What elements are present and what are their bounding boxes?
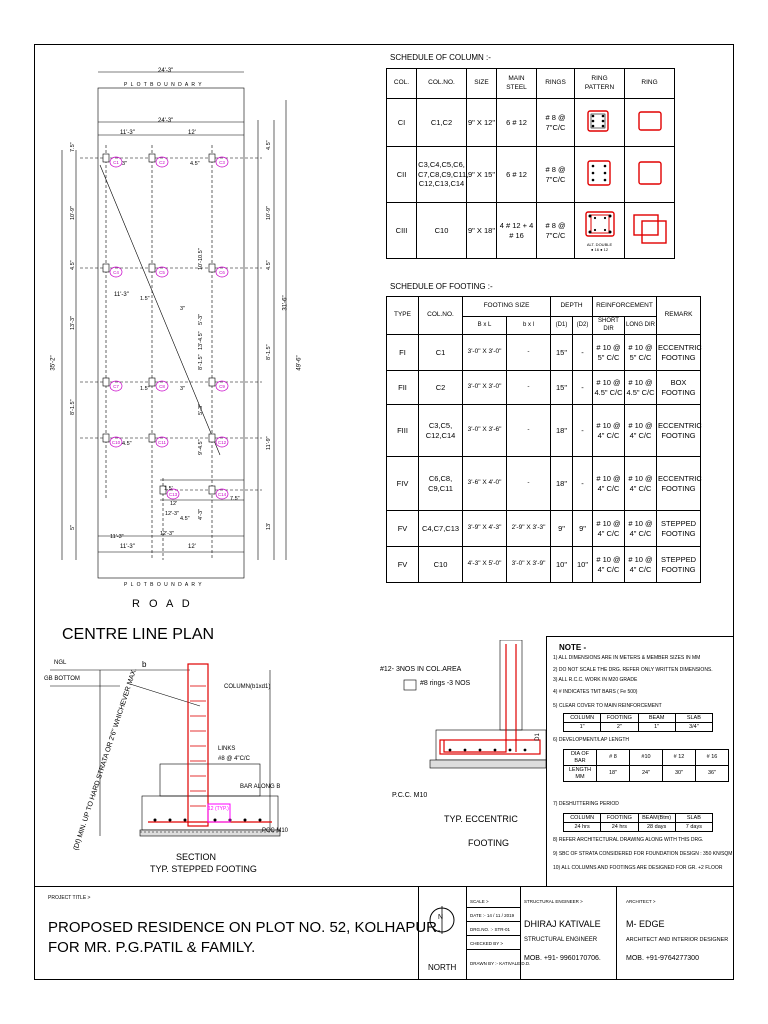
- table-cell: 24 hrs: [564, 823, 601, 832]
- plan-dimension-label: 4.5": [70, 260, 76, 270]
- plan-drawing: [40, 60, 360, 620]
- plan-dimension-label: 12': [170, 501, 178, 507]
- ring-cell: [625, 147, 675, 203]
- plan-dimension-label: 1.5': [164, 486, 173, 492]
- note-item: 10) ALL COLUMNS AND FOOTINGS ARE DESIGNED FOR GR. +2 FLOOR: [553, 865, 723, 871]
- col-header: RINGS: [537, 69, 575, 99]
- project-title-label: PROJECT TITLE >: [48, 895, 91, 901]
- depth-note: (Df) MIN. UP TO HARD STRATA OR 2'6" WHICHEVER MAX.: [72, 667, 139, 852]
- table-cell: FOOTING: [601, 814, 638, 823]
- drawn-by-label: DRAWN BY :- KATIVALE D.D.: [470, 961, 531, 966]
- plan-dimension-label: 1.5": [140, 296, 150, 302]
- plan-dimension-label: 10'-9": [266, 205, 272, 220]
- table-cell: FIII: [387, 405, 419, 457]
- table-cell: 4'-3" X 5'-0": [463, 547, 507, 583]
- plan-dimension-label: 10'-10.5": [198, 248, 204, 270]
- eccentric-subtitle: FOOTING: [468, 838, 509, 848]
- gb-bottom-label: GB BOTTOM: [44, 676, 80, 682]
- table-row: [387, 547, 701, 583]
- ring-pattern-2: [585, 158, 615, 188]
- plan-right-outer: 31'-6": [282, 295, 289, 311]
- column-marker: [209, 264, 215, 272]
- column-id-label: C7: [113, 384, 119, 389]
- plan-seg-right: 12': [188, 130, 196, 136]
- table-cell: STEPPED FOOTING: [657, 547, 701, 583]
- note-item: 5) CLEAR COVER TO MAIN REINFORCEMENT: [553, 703, 662, 709]
- table-cell: 4 # 12 + 4 # 16: [497, 203, 537, 259]
- table-cell: 3/4": [675, 723, 712, 732]
- table-cell: C3,C4,C5,C6, C7,C8,C9,C11, C12,C13,C14: [417, 147, 467, 203]
- table-cell: SLAB: [675, 814, 712, 823]
- table-cell: 7 days: [675, 823, 712, 832]
- ft-subheader: (D2): [573, 317, 593, 335]
- column-marker: [103, 154, 109, 162]
- table-row: [387, 457, 701, 511]
- table-cell: CI: [387, 99, 417, 147]
- table-cell: SLAB: [675, 714, 712, 723]
- plan-dimension-label: 8'-1.5": [266, 344, 272, 360]
- table-cell: STEPPED FOOTING: [657, 511, 701, 547]
- note-item: 1) ALL DIMENSIONS ARE IN METERS & MEMBER SIZES IN MM: [553, 655, 701, 661]
- column-marker: [103, 378, 109, 386]
- col-header: RING: [625, 69, 675, 99]
- column-marker: [209, 154, 215, 162]
- table-cell: C1: [419, 335, 463, 371]
- section-subtitle: TYP. STEPPED FOOTING: [150, 864, 257, 874]
- bar-along-label: BAR ALONG B: [240, 784, 281, 790]
- column-marker: [103, 264, 109, 272]
- table-cell: # 10 @ 4" C/C: [593, 547, 625, 583]
- column-id-label: C4: [113, 270, 119, 275]
- table-cell: # 10 @ 4" C/C: [625, 457, 657, 511]
- plan-dimension-label: 12'-3": [160, 531, 175, 537]
- column-id-label: C2: [159, 160, 165, 165]
- ft-subheader: (D1): [551, 317, 573, 335]
- column-id-label: C14: [217, 492, 227, 497]
- table-cell: 30": [663, 766, 696, 782]
- plan-dimension-label: 4.5": [122, 441, 132, 447]
- plan-title: CENTRE LINE PLAN: [62, 626, 215, 643]
- eccentric-pcc: P.C.C. M10: [392, 792, 428, 799]
- table-cell: FV: [387, 511, 419, 547]
- centre-line-plan: [40, 60, 360, 650]
- table-row: [387, 405, 701, 457]
- table-cell: -: [507, 335, 551, 371]
- links-label: LINKS: [218, 746, 236, 752]
- ring-pattern-3: [583, 209, 617, 239]
- table-cell: 24 hrs: [601, 823, 638, 832]
- column-id-label: C1: [113, 160, 119, 165]
- ring-shape-2: [635, 158, 665, 188]
- plan-dimension-label: 8'-1.5": [198, 354, 204, 370]
- plan-dimension-label: 4'-3": [198, 509, 204, 520]
- table-cell: # 16: [696, 750, 729, 766]
- table-cell: # 10 @ 5" C/C: [625, 335, 657, 371]
- table-cell: ECCENTRIC FOOTING: [657, 335, 701, 371]
- table-cell: COLUMN: [564, 714, 601, 723]
- project-title-line1: PROPOSED RESIDENCE ON PLOT NO. 52, KOLHAPUR.: [48, 919, 442, 936]
- table-cell: C10: [417, 203, 467, 259]
- ring-pattern-1: [585, 108, 615, 134]
- ft-header: TYPE: [387, 297, 419, 335]
- plan-dimension-label: 11'-9": [266, 436, 272, 450]
- table-cell: # 10 @ 4" C/C: [625, 547, 657, 583]
- eccentric-footing-drawing: [380, 640, 546, 790]
- plan-dimension-label: 13'-4.5": [198, 331, 204, 350]
- note-item: 9) SBC OF STRATA CONSIDERED FOR FOUNDATION DESIGN : 350 KN/SQM: [553, 851, 733, 857]
- table-cell: 3'-9" X 4'-3": [463, 511, 507, 547]
- table-cell: 9" X 12": [467, 99, 497, 147]
- table-cell: ECCENTRIC FOOTING: [657, 405, 701, 457]
- deshuttering-table: [563, 813, 713, 832]
- table-cell: COLUMN: [564, 814, 601, 823]
- table-row: [387, 371, 701, 405]
- note-item: 8) REFER ARCHITECTURAL DRAWING ALONG WITH THIS DRG.: [553, 837, 704, 843]
- column-marker: [209, 486, 215, 494]
- date-label: DATE :- 14 / 11 / 2019: [470, 913, 515, 918]
- plan-dimension-label: 4.5": [266, 140, 272, 150]
- table-cell: # 10 @ 4" C/C: [625, 405, 657, 457]
- column-marker: [149, 434, 155, 442]
- plan-left-total: 35'-2": [50, 355, 57, 371]
- ft-header: REMARK: [657, 297, 701, 335]
- note-item: 4) # INDICATES TMT BARS ( Fe 500): [553, 689, 638, 695]
- plan-dimension-label: 5'-3": [198, 314, 204, 325]
- table-cell: C2: [419, 371, 463, 405]
- table-cell: # 10 @ 4" C/C: [593, 511, 625, 547]
- architect-name: M- EDGE: [626, 919, 665, 929]
- table-cell: -: [507, 405, 551, 457]
- plot-boundary-top: P L O T B O U N D A R Y: [124, 82, 203, 88]
- footing-schedule-table: [386, 296, 701, 583]
- col-header: SIZE: [467, 69, 497, 99]
- stepped-footing-section: [40, 656, 340, 882]
- section-title: SECTION: [176, 852, 217, 862]
- ft-header: COL.NO.: [419, 297, 463, 335]
- col-header: COL.: [387, 69, 417, 99]
- table-cell: ECCENTRIC FOOTING: [657, 457, 701, 511]
- table-cell: 18": [551, 405, 573, 457]
- plan-dimension-label: 4.5": [266, 260, 272, 270]
- ring-cell: [625, 203, 675, 259]
- table-cell: BEAM: [638, 714, 675, 723]
- eccentric-title: TYP. ECCENTRIC: [444, 814, 518, 824]
- cover-table: [563, 713, 713, 732]
- ft-header: DEPTH: [551, 297, 593, 317]
- table-cell: C6,C8, C9,C11: [419, 457, 463, 511]
- column-marker: [149, 378, 155, 386]
- ring-shape-1: [635, 108, 665, 134]
- table-cell: 2'-9" X 3'-3": [507, 511, 551, 547]
- table-cell: 3'-0" X 3'-9": [507, 547, 551, 583]
- table-cell: LENGTH MM: [564, 766, 597, 782]
- col-header: MAIN STEEL: [497, 69, 537, 99]
- column-id-label: C13: [168, 492, 178, 497]
- footing-schedule-title: SCHEDULE OF FOOTING :-: [390, 282, 493, 291]
- table-cell: # 12: [663, 750, 696, 766]
- table-cell: # 10 @ 4.5" C/C: [593, 371, 625, 405]
- table-cell: CII: [387, 147, 417, 203]
- plan-dimension-label: 8'-1.5": [70, 399, 76, 415]
- table-cell: C4,C7,C13: [419, 511, 463, 547]
- plan-dimension-label: 9'-4.5": [198, 439, 204, 455]
- notes-title: NOTE -: [559, 643, 587, 652]
- plan-dimension-label: 7.5": [230, 496, 240, 502]
- architect-mobile: MOB. +91-9764277300: [626, 955, 699, 962]
- plan-dimension-label: 7.5": [70, 142, 76, 152]
- table-cell: 3'-0" X 3'-6": [463, 405, 507, 457]
- table-row: [387, 335, 701, 371]
- ring-cell: [625, 99, 675, 147]
- table-cell: 9": [573, 511, 593, 547]
- eccentric-note-1: #12- 3NOS IN COL.AREA: [380, 666, 462, 673]
- column-id-label: C12: [217, 440, 227, 445]
- plan-inner-top-dim: 24'-3": [158, 118, 174, 124]
- table-cell: # 8: [597, 750, 630, 766]
- note-item: 6) DEVELOPMENT/LAP LENGTH: [553, 737, 630, 743]
- table-cell: DIA OF BAR: [564, 750, 597, 766]
- table-cell: -: [507, 371, 551, 405]
- table-cell: FI: [387, 335, 419, 371]
- architect-label: ARCHITECT >: [626, 899, 656, 904]
- ft-header: REINFORCEMENT: [593, 297, 657, 317]
- note-item: 7) DESHUTTERING PERIOD: [553, 801, 619, 807]
- note-item: 3) ALL R.C.C. WORK IN M20 GRADE: [553, 677, 638, 683]
- title-block: [34, 886, 734, 980]
- plan-bottom-dim-left: 11'-3": [120, 544, 135, 550]
- plan-top-dim: 24'-3": [158, 68, 174, 74]
- column-id-label: C5: [159, 270, 165, 275]
- table-cell: 9": [551, 511, 573, 547]
- table-cell: C10: [419, 547, 463, 583]
- column-marker: [149, 264, 155, 272]
- column-marker: [209, 378, 215, 386]
- plan-dimension-label: 3": [180, 306, 186, 312]
- scale-label: SCALE >: [470, 899, 489, 904]
- north-label: NORTH: [428, 963, 457, 972]
- column-id-label: C11: [158, 440, 166, 445]
- plan-dimension-label: 1.5": [140, 386, 150, 392]
- table-cell: -: [507, 457, 551, 511]
- column-label: COLUMN(b1xd1): [224, 684, 271, 690]
- table-cell: 10": [573, 547, 593, 583]
- column-id-label: C6: [219, 270, 225, 275]
- table-cell: # 10 @ 4" C/C: [593, 405, 625, 457]
- table-cell: 15": [551, 335, 573, 371]
- north-n: N: [438, 914, 444, 921]
- table-cell: 36": [696, 766, 729, 782]
- eccentric-d1: D1: [534, 733, 541, 741]
- plan-right-total: 49'-6": [296, 355, 303, 371]
- notes-panel: [546, 636, 734, 886]
- architect-title: ARCHITECT AND INTERIOR DESIGNER: [626, 937, 729, 943]
- column-id-label: C9: [219, 384, 225, 389]
- ring-pattern-cell: [575, 203, 625, 259]
- table-cell: # 10 @ 4" C/C: [625, 511, 657, 547]
- table-cell: FOOTING: [601, 714, 638, 723]
- col-header: COL.NO.: [417, 69, 467, 99]
- plan-bottom-dim-right: 12': [188, 544, 196, 550]
- table-cell: # 10 @ 4" C/C: [593, 457, 625, 511]
- table-cell: # 10 @ 5" C/C: [593, 335, 625, 371]
- table-cell: 10": [551, 547, 573, 583]
- b-label: b: [142, 660, 147, 669]
- table-cell: FV: [387, 547, 419, 583]
- column-id-label: C10: [111, 440, 121, 445]
- plan-dimension-label: 3": [180, 386, 186, 392]
- table-cell: 3'-6" X 4'-0": [463, 457, 507, 511]
- checked-by-label: CHECKED BY >: [470, 941, 504, 946]
- legend-12: ● 12: [600, 246, 609, 252]
- plan-dimension-label: 5": [70, 524, 76, 530]
- table-cell: # 8 @ 7"C/C: [537, 203, 575, 259]
- table-cell: 9" X 18": [467, 203, 497, 259]
- plan-dimension-label: 11'-3": [110, 534, 124, 540]
- table-row: [387, 511, 701, 547]
- column-marker: [103, 434, 109, 442]
- column-id-label: C8: [159, 384, 165, 389]
- table-cell: # 10 @ 4.5" C/C: [625, 371, 657, 405]
- table-cell: 3'-0" X 3'-0": [463, 371, 507, 405]
- se-label: STRUCTURAL ENGINEER >: [524, 899, 583, 904]
- plan-dimension-label: 4.5": [180, 516, 190, 522]
- plan-seg-left: 11'-3": [120, 130, 135, 136]
- se-mobile: MOB. +91- 9960170706.: [524, 955, 601, 962]
- table-cell: 6 # 12: [497, 99, 537, 147]
- ft-subheader: b x l: [507, 317, 551, 335]
- table-cell: 24": [630, 766, 663, 782]
- table-cell: BOX FOOTING: [657, 371, 701, 405]
- plan-dimension-label: 4.5": [190, 161, 200, 167]
- road-label: R O A D: [132, 598, 193, 610]
- table-cell: -: [573, 335, 593, 371]
- ring-pattern-cell: [575, 147, 625, 203]
- table-cell: 1": [564, 723, 601, 732]
- table-cell: C3,C5, C12,C14: [419, 405, 463, 457]
- table-cell: #10: [630, 750, 663, 766]
- ring-pattern-cell: [575, 99, 625, 147]
- plan-dimension-label: 13': [266, 522, 272, 530]
- links-spec: #8 @ 4"C/C: [218, 756, 250, 762]
- eccentric-footing-section: [380, 640, 546, 860]
- se-title: STRUCTURAL ENGINEER: [524, 937, 598, 943]
- column-schedule-table: [386, 68, 675, 259]
- table-cell: 18": [551, 457, 573, 511]
- ft-subheader: SHORT DIR: [593, 317, 625, 335]
- table-cell: 28 days: [638, 823, 675, 832]
- ft-subheader: LONG DIR: [625, 317, 657, 335]
- plan-row2-left: 11'-3": [114, 292, 129, 298]
- col-header: RING PATTERN: [575, 69, 625, 99]
- table-cell: 2": [601, 723, 638, 732]
- project-title-line2: FOR MR. P.G.PATIL & FAMILY.: [48, 939, 256, 956]
- column-schedule-title: SCHEDULE OF COLUMN :-: [390, 53, 491, 62]
- lap-table: [563, 749, 729, 782]
- table-cell: # 8 @ 7"C/C: [537, 99, 575, 147]
- table-cell: 9" X 15": [467, 147, 497, 203]
- plan-dimension-label: 13'-3": [70, 315, 76, 330]
- table-cell: FIV: [387, 457, 419, 511]
- table-cell: -: [573, 405, 593, 457]
- table-cell: 15": [551, 371, 573, 405]
- eccentric-note-2: #8 rings -3 NOS: [420, 680, 471, 687]
- legend-16: ● 16: [590, 246, 599, 252]
- plan-dimension-label: 5'-3": [198, 404, 204, 415]
- table-cell: C1,C2: [417, 99, 467, 147]
- table-cell: 6 # 12: [497, 147, 537, 203]
- table-cell: 18": [597, 766, 630, 782]
- se-name: DHIRAJ KATIVALE: [524, 919, 601, 929]
- drg-no-label: DRG.NO. :- STR-01: [470, 927, 511, 932]
- plan-dimension-label: 12'-3": [165, 511, 180, 517]
- table-cell: -: [573, 457, 593, 511]
- table-cell: FII: [387, 371, 419, 405]
- note-item: 2) DO NOT SCALE THE DRG. REFER ONLY WRITTEN DIMENSIONS.: [553, 667, 713, 673]
- ft-header: FOOTING SIZE: [463, 297, 551, 317]
- ft-subheader: B x L: [463, 317, 507, 335]
- column-marker: [209, 434, 215, 442]
- ring-shape-3: [630, 211, 670, 247]
- table-cell: BEAM(Btm): [638, 814, 675, 823]
- plot-boundary-bottom: P L O T B O U N D A R Y: [124, 582, 203, 588]
- column-marker: [149, 154, 155, 162]
- plan-dimension-label: 10'-9": [70, 205, 76, 220]
- table-cell: # 8 @ 7"C/C: [537, 147, 575, 203]
- plan-dimension-label: 3": [122, 161, 128, 167]
- pcc-label: PCC M10: [262, 828, 289, 834]
- table-cell: 1": [638, 723, 675, 732]
- typ-label: 12 (TYP.): [208, 806, 229, 812]
- ngl-label: NGL: [54, 660, 67, 666]
- table-cell: -: [573, 371, 593, 405]
- column-id-label: C3: [219, 160, 225, 165]
- table-cell: 3'-0" X 3'-0": [463, 335, 507, 371]
- table-cell: CIII: [387, 203, 417, 259]
- alt-double-label: ALT. DOUBLE: [586, 241, 613, 247]
